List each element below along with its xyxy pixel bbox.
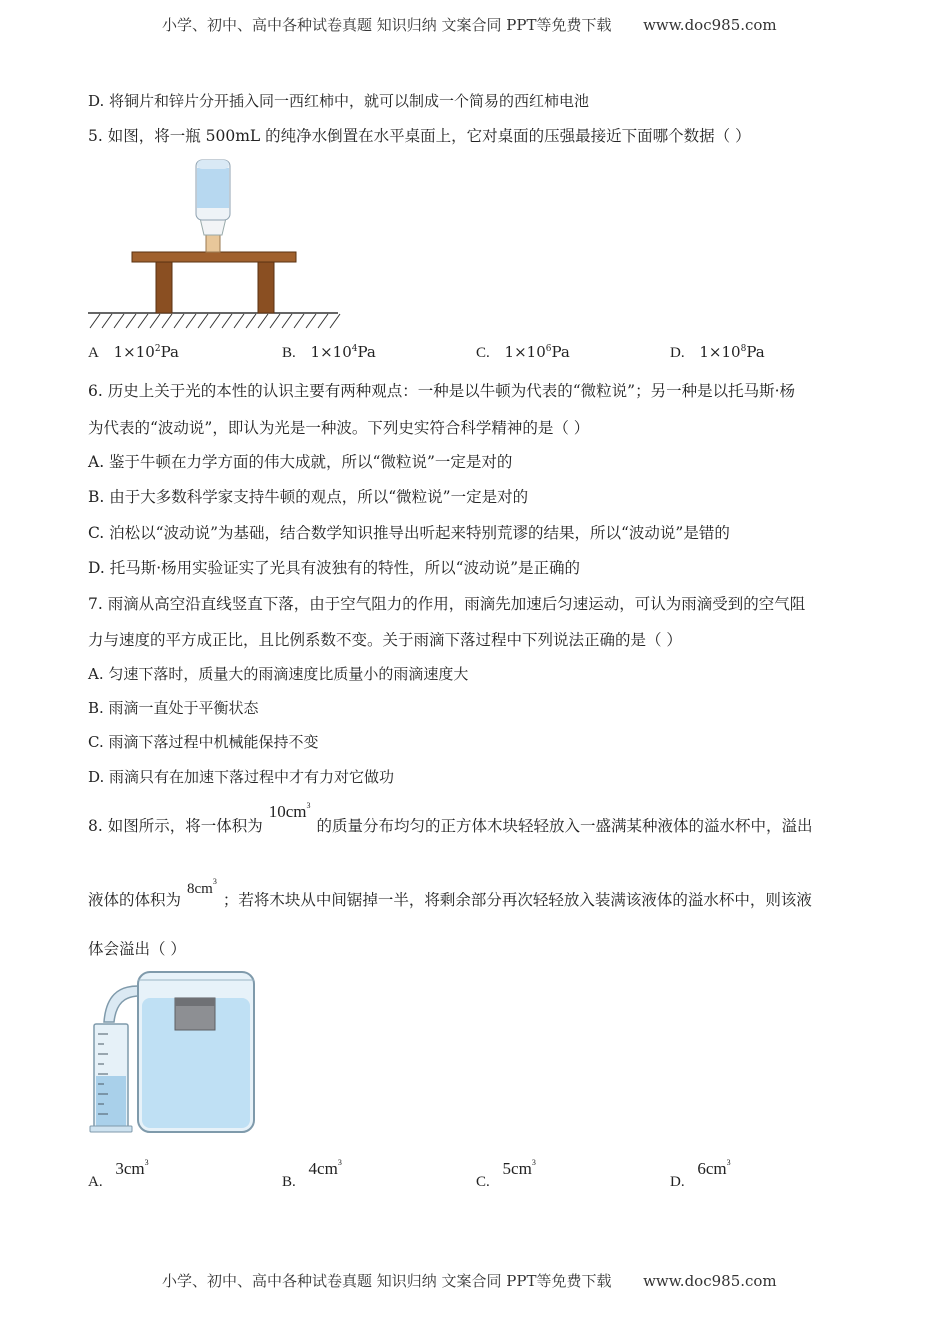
q8-stem-line1: 8. 如图所示，将一体积为$10cm^3$的质量分布均匀的正方体木块轻轻放入一盛满某种液体的溢水杯中，溢出 (88, 801, 813, 835)
q5-option-b: B. $1\times 10^4Pa$ (282, 343, 376, 361)
q6-option-b: B. 由于大多数科学家支持牛顿的观点，所以“微粒说”一定是对的 (88, 488, 529, 506)
q8-option-d: D. $6cm^3$ (670, 1158, 731, 1190)
q8-option-a: A. $3cm^3$ (88, 1158, 149, 1190)
q8-option-b: B. $4cm^3$ (282, 1158, 342, 1190)
q6-option-c: C. 泊松以“波动说”为基础，结合数学知识推导出听起来特别荒谬的结果，所以“波动说”是错的 (88, 524, 730, 542)
q5-option-a: A $1\times 10^2Pa$ (88, 343, 179, 361)
q8-stem-line2: 液体的体积为$8cm^3$；若将木块从中间锯掉一半，将剩余部分再次轻轻放入装满该液体的溢水杯中，则该液 (88, 877, 812, 909)
q7-option-c: C. 雨滴下落过程中机械能保持不变 (88, 733, 319, 751)
footer-text: 小学、初中、高中各种试卷真题 知识归纳 文案合同 PPT等免费下载 (162, 1272, 612, 1290)
header-url[interactable]: www.doc985.com (643, 16, 777, 34)
q5-option-c: C. $1\times 10^6Pa$ (476, 343, 570, 361)
overflow-cup-figure (88, 966, 260, 1136)
bottle-on-table-figure (86, 156, 346, 330)
q7-option-b: B. 雨滴一直处于平衡状态 (88, 699, 259, 717)
q7-option-d: D. 雨滴只有在加速下落过程中才有力对它做功 (88, 768, 395, 786)
q6-stem-line2: 为代表的“波动说”，即认为光是一种波。下列史实符合科学精神的是（ ） (88, 419, 590, 437)
q7-stem-line2: 力与速度的平方成正比，且比例系数不变。关于雨滴下落过程中下列说法正确的是（ ） (88, 631, 682, 649)
q6-stem-line1: 6. 历史上关于光的本性的认识主要有两种观点：一种是以牛顿为代表的“微粒说”；另一种是以托马斯·杨 (88, 382, 795, 400)
q6-option-a: A. 鉴于牛顿在力学方面的伟大成就，所以“微粒说”一定是对的 (88, 453, 513, 471)
q8-option-c: C. $5cm^3$ (476, 1158, 536, 1190)
page-header (162, 14, 777, 35)
header-text: 小学、初中、高中各种试卷真题 知识归纳 文案合同 PPT等免费下载 (162, 16, 612, 34)
q4-option-d: D. 将铜片和锌片分开插入同一西红柿中，就可以制成一个简易的西红柿电池 (88, 92, 590, 110)
page-footer (162, 1270, 777, 1291)
q8-stem-line3: 体会溢出（ ） (88, 940, 186, 958)
q5-option-d: D. $1\times 10^8Pa$ (670, 343, 765, 361)
q7-option-a: A. 匀速下落时，质量大的雨滴速度比质量小的雨滴速度大 (88, 665, 469, 683)
footer-url[interactable]: www.doc985.com (643, 1272, 777, 1290)
q7-stem-line1: 7. 雨滴从高空沿直线竖直下落，由于空气阻力的作用，雨滴先加速后匀速运动，可认为雨滴受到的空气阻 (88, 595, 806, 613)
q5-stem: 5. 如图，将一瓶 500mL 的纯净水倒置在水平桌面上，它对桌面的压强最接近下面哪个数据（ ） (88, 127, 751, 145)
q6-option-d: D. 托马斯·杨用实验证实了光具有波独有的特性，所以“波动说”是正确的 (88, 559, 581, 577)
